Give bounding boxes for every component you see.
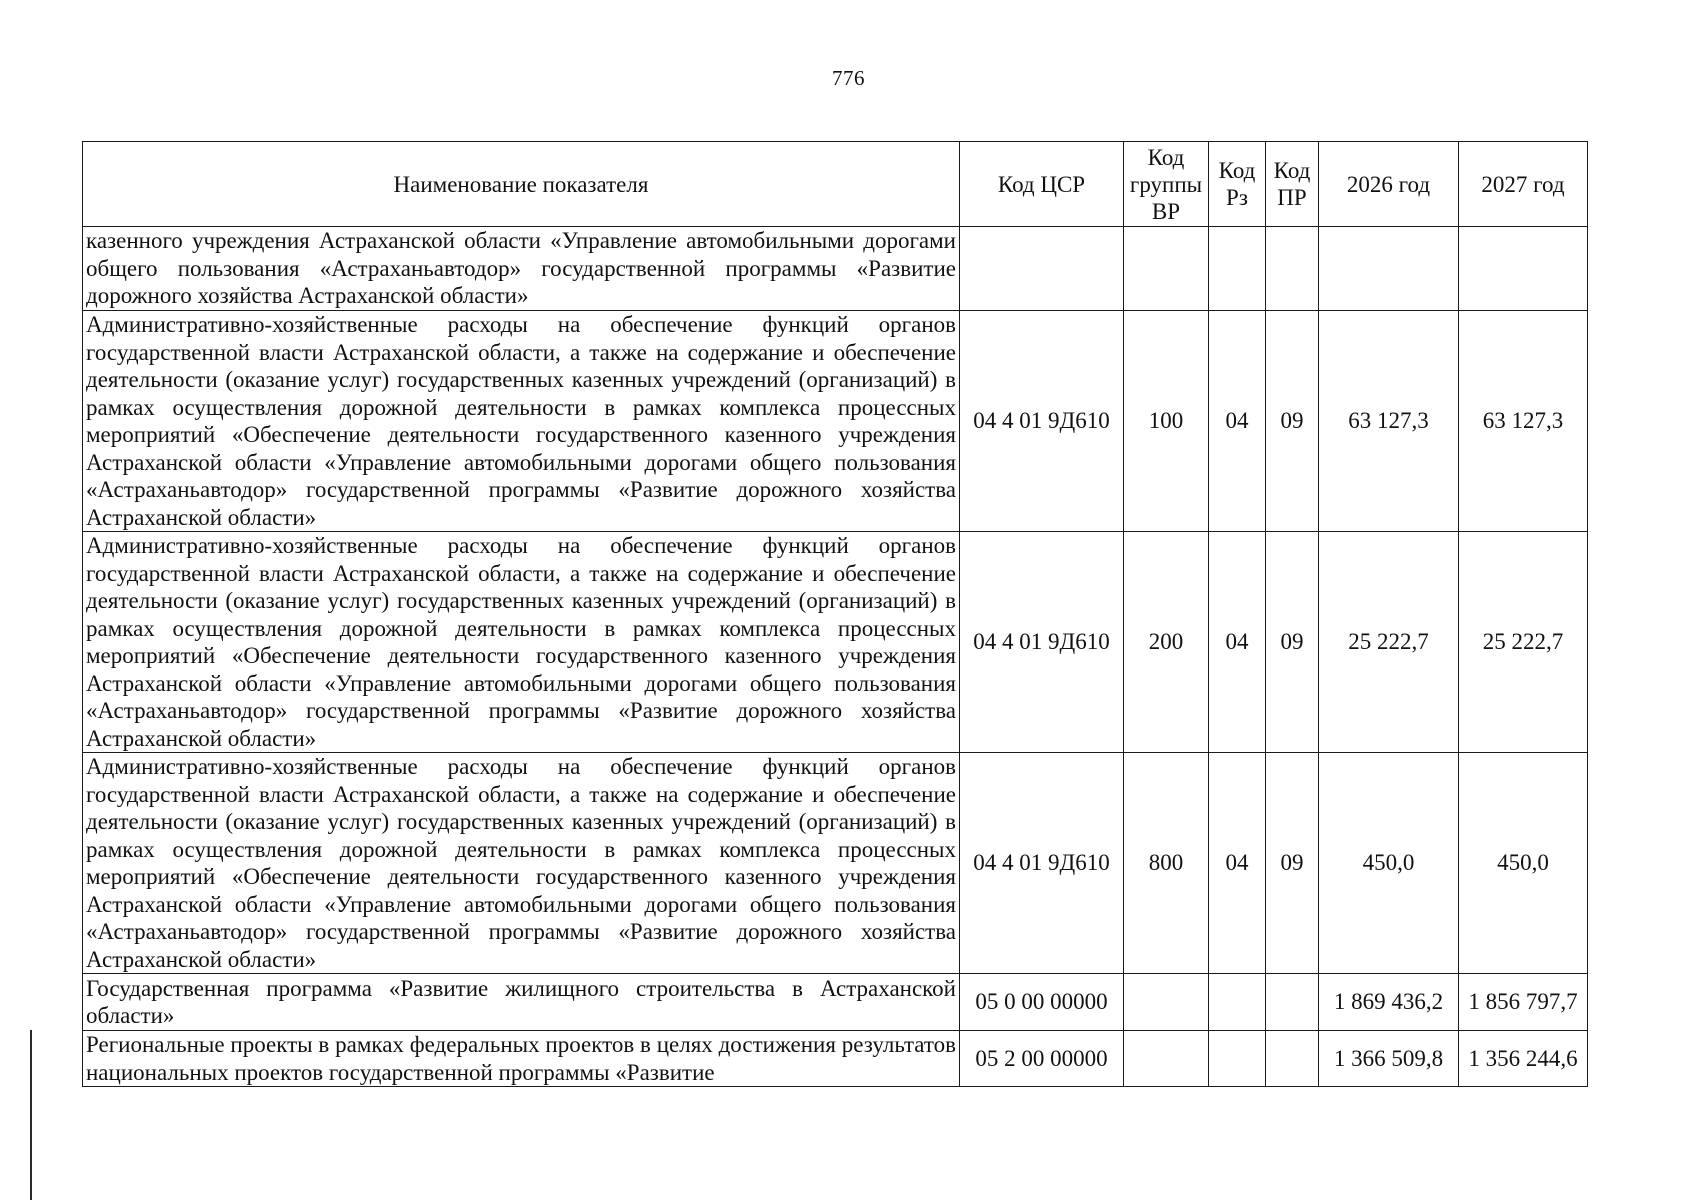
cell-csr: 04 4 01 9Д610 [960,753,1124,974]
cell-rz [1209,1031,1266,1087]
scan-edge-line [30,1030,32,1200]
cell-2027 [1459,227,1588,311]
cell-2026: 1 869 436,2 [1319,974,1459,1031]
header-rz: Код Рз [1209,142,1266,227]
cell-csr: 04 4 01 9Д610 [960,311,1124,532]
cell-name: Административно-хозяйственные расходы на обеспечение функций органов государственной власти Астраханской области, а также на содержание и обеспечение деятельности (оказание услуг) государственных казенных учреждений (организаций) в рамках осуществления дорожной деятельности в рамках комплекса процессных мероприятий «Обеспечение деятельности государственного казенного учреждения Астраханской области «Управление автомобильными дорогами общего пользования «Астраханьавтодор» государственной программы «Развитие дорожного хозяйства Астраханской области» [83,311,960,532]
cell-csr: 05 0 00 00000 [960,974,1124,1031]
cell-csr [960,227,1124,311]
table-row [83,974,1588,1031]
cell-vr [1124,227,1209,311]
cell-name: Государственная программа «Развитие жилищного строительства в Астраханской области» [83,974,960,1031]
table-row [83,753,1588,974]
cell-vr [1124,1031,1209,1087]
cell-pr: 09 [1266,753,1319,974]
table-row [83,311,1588,532]
cell-pr: 09 [1266,532,1319,753]
cell-name: Административно-хозяйственные расходы на обеспечение функций органов государственной власти Астраханской области, а также на содержание и обеспечение деятельности (оказание услуг) государственных казенных учреждений (организаций) в рамках осуществления дорожной деятельности в рамках комплекса процессных мероприятий «Обеспечение деятельности государственного казенного учреждения Астраханской области «Управление автомобильными дорогами общего пользования «Астраханьавтодор» государственной программы «Развитие дорожного хозяйства Астраханской области» [83,532,960,753]
header-vr: Код группы ВР [1124,142,1209,227]
cell-2026: 450,0 [1319,753,1459,974]
cell-rz: 04 [1209,311,1266,532]
cell-name: казенного учреждения Астраханской области «Управление автомобильными дорогами общего пользования «Астраханьавтодор» государственной программы «Развитие дорожного хозяйства Астраханской области» [83,227,960,311]
cell-rz [1209,227,1266,311]
cell-vr: 100 [1124,311,1209,532]
cell-pr [1266,227,1319,311]
cell-name: Региональные проекты в рамках федеральных проектов в целях достижения результатов национальных проектов государственной программы «Развитие [83,1031,960,1087]
cell-vr: 200 [1124,532,1209,753]
header-csr: Код ЦСР [960,142,1124,227]
cell-pr [1266,974,1319,1031]
table-row [83,1031,1588,1087]
cell-name: Административно-хозяйственные расходы на обеспечение функций органов государственной власти Астраханской области, а также на содержание и обеспечение деятельности (оказание услуг) государственных казенных учреждений (организаций) в рамках осуществления дорожной деятельности в рамках комплекса процессных мероприятий «Обеспечение деятельности государственного казенного учреждения Астраханской области «Управление автомобильными дорогами общего пользования «Астраханьавтодор» государственной программы «Развитие дорожного хозяйства Астраханской области» [83,753,960,974]
cell-csr: 04 4 01 9Д610 [960,532,1124,753]
cell-vr [1124,974,1209,1031]
cell-pr [1266,1031,1319,1087]
header-pr: Код ПР [1266,142,1319,227]
cell-2027: 1 356 244,6 [1459,1031,1588,1087]
cell-2027: 450,0 [1459,753,1588,974]
cell-2026: 1 366 509,8 [1319,1031,1459,1087]
cell-rz: 04 [1209,753,1266,974]
cell-2026 [1319,227,1459,311]
cell-rz: 04 [1209,532,1266,753]
header-2026: 2026 год [1319,142,1459,227]
cell-rz [1209,974,1266,1031]
table-header-row [83,142,1588,227]
table-row [83,227,1588,311]
header-2027: 2027 год [1459,142,1588,227]
cell-vr: 800 [1124,753,1209,974]
cell-2027: 25 222,7 [1459,532,1588,753]
page-number: 776 [832,66,865,90]
cell-pr: 09 [1266,311,1319,532]
cell-2026: 63 127,3 [1319,311,1459,532]
cell-2026: 25 222,7 [1319,532,1459,753]
budget-table [82,141,1588,1087]
cell-2027: 1 856 797,7 [1459,974,1588,1031]
cell-csr: 05 2 00 00000 [960,1031,1124,1087]
table-row [83,532,1588,753]
cell-2027: 63 127,3 [1459,311,1588,532]
header-name: Наименование показателя [83,142,960,227]
